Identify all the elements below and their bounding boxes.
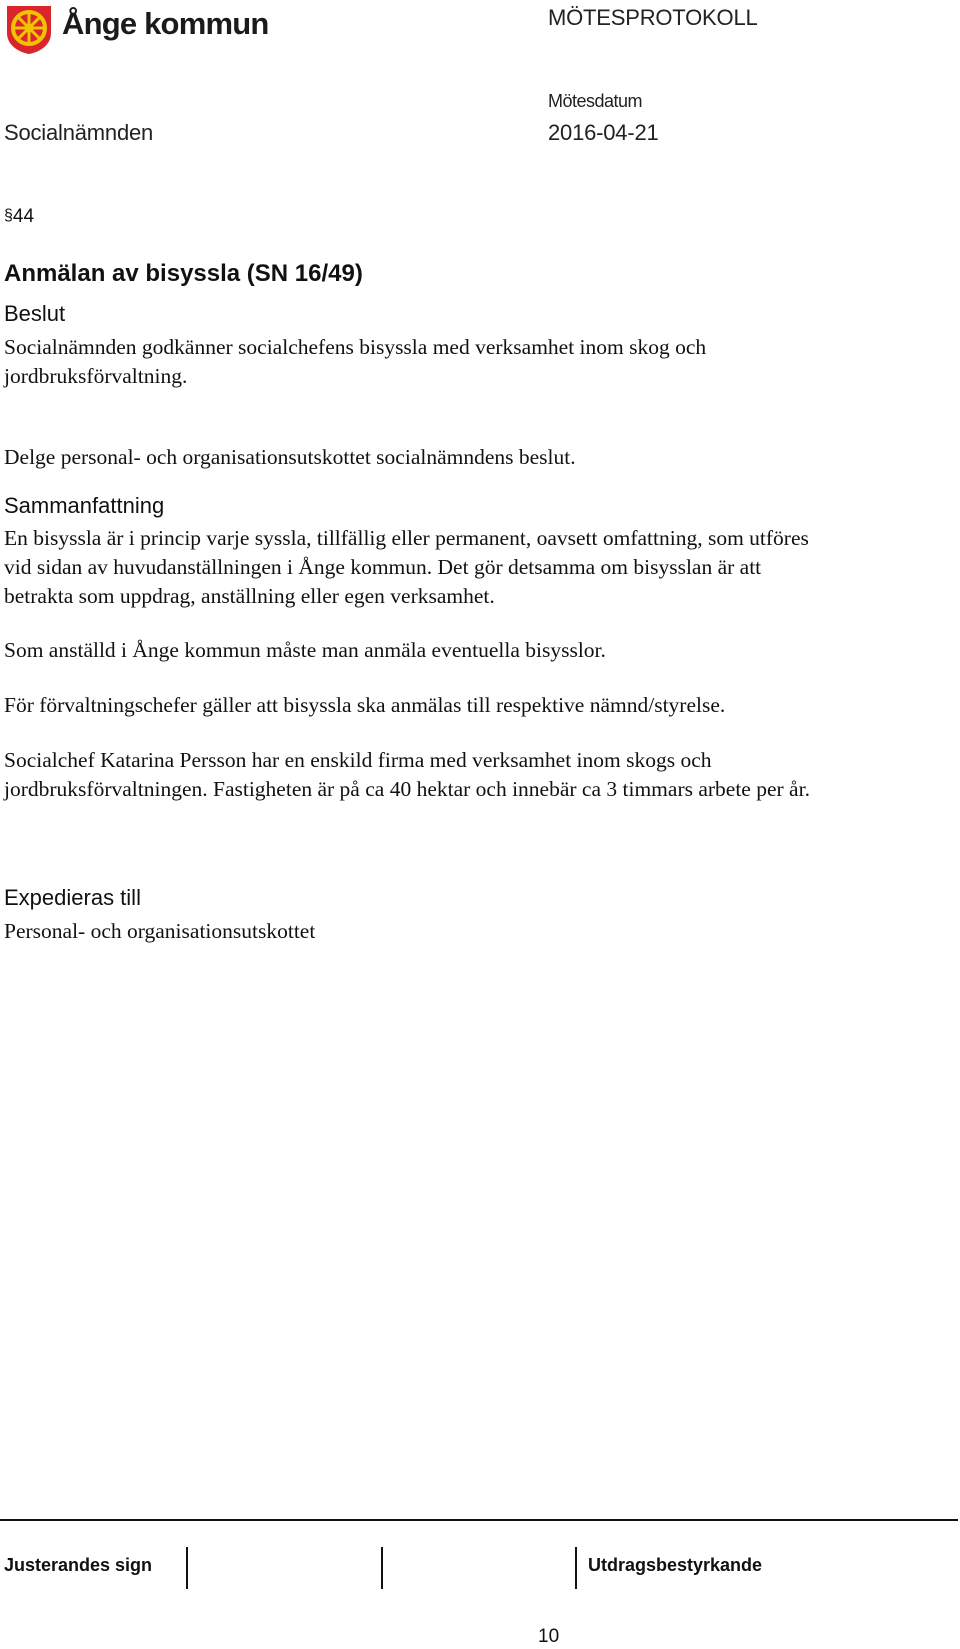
meeting-date: 2016-04-21 xyxy=(548,120,659,145)
summary-paragraph-4 xyxy=(4,746,954,804)
paragraph-number-value: 44 xyxy=(12,206,35,227)
decision-line: jordbruksförvaltning. xyxy=(4,364,188,388)
footer-separator xyxy=(575,1547,577,1589)
decision-heading: Beslut xyxy=(4,301,66,326)
org-name: Ånge kommun xyxy=(62,6,269,41)
page-number: 10 xyxy=(538,1626,560,1647)
summary-paragraph-1 xyxy=(4,524,954,611)
footer-separator xyxy=(381,1547,383,1589)
meeting-date-label: Mötesdatum xyxy=(548,91,643,111)
dispatch-recipient: Personal- och organisationsutskottet xyxy=(4,919,316,943)
footer-separator xyxy=(186,1547,188,1589)
crest-wheel-icon xyxy=(4,3,54,55)
sign-label: Justerandes sign xyxy=(4,1555,153,1575)
document-type: MÖTESPROTOKOLL xyxy=(548,5,758,30)
summary-line: jordbruksförvaltningen. Fastigheten är på ca 40 hektar och innebär ca 3 timmars arbete per år. xyxy=(4,777,810,801)
summary-line: betrakta som uppdrag, anställning eller egen verksamhet. xyxy=(4,584,495,608)
summary-line: vid sidan av huvudanställningen i Ånge kommun. Det gör detsamma om bisysslan är att xyxy=(4,555,762,579)
decision-line: Socialnämnden godkänner socialchefens bisyssla med verksamhet inom skog och xyxy=(4,335,707,359)
dispatch-heading: Expedieras till xyxy=(4,885,141,910)
summary-heading: Sammanfattning xyxy=(4,493,165,518)
decision-share: Delge personal- och organisationsutskottet socialnämndens beslut. xyxy=(4,445,576,469)
footer-divider xyxy=(0,1519,958,1521)
paragraph-sign: § xyxy=(4,207,13,224)
summary-line: En bisyssla är i princip varje syssla, tillfällig eller permanent, oavsett omfattning, som utföres xyxy=(4,526,809,550)
paragraph-number xyxy=(4,206,34,228)
summary-paragraph-2: Som anställd i Ånge kommun måste man anmäla eventuella bisysslor. xyxy=(4,638,606,662)
summary-paragraph-3: För förvaltningschefer gäller att bisyssla ska anmälas till respektive nämnd/styrelse. xyxy=(4,693,726,717)
page-title: Anmälan av bisyssla (SN 16/49) xyxy=(4,260,363,287)
summary-line: Socialchef Katarina Persson har en enskild firma med verksamhet inom skogs och xyxy=(4,748,712,772)
decision-text xyxy=(4,333,954,391)
extract-label: Utdragsbestyrkande xyxy=(588,1555,763,1575)
committee-name: Socialnämnden xyxy=(4,120,154,145)
